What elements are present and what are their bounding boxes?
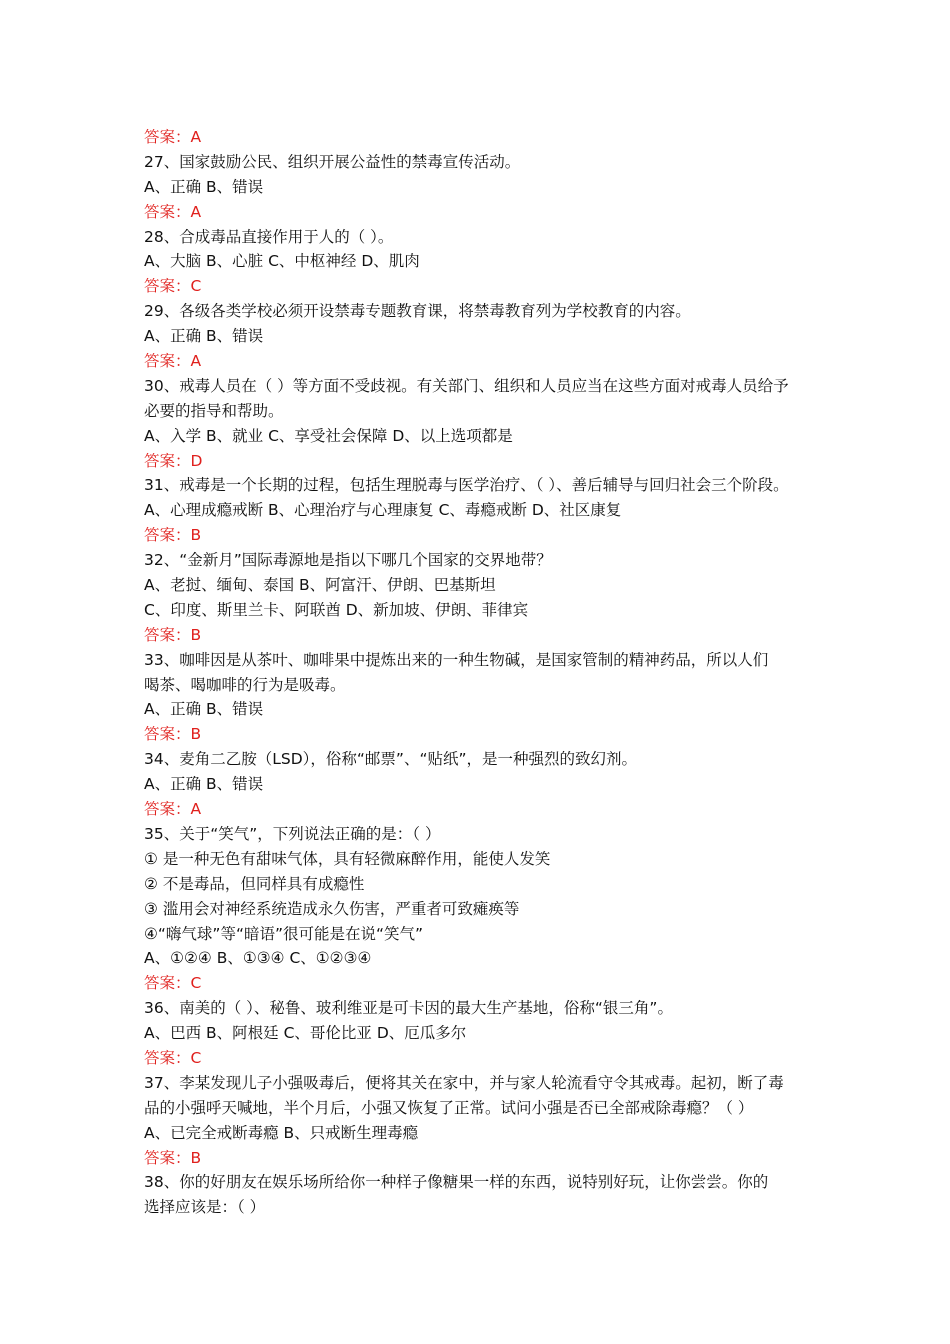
options-line: A、正确 B、错误 — [144, 700, 264, 719]
document-page — [144, 125, 824, 1220]
statement-line: ③ 滥用会对神经系统造成永久伤害，严重者可致瘫痪等 — [144, 899, 520, 918]
options-line: A、入学 B、就业 C、享受社会保障 D、以上选项都是 — [144, 426, 513, 445]
options-line: C、印度、斯里兰卡、阿联酋 D、新加坡、伊朗、菲律宾 — [144, 600, 529, 619]
answer-line: 答案：A — [144, 128, 202, 146]
answer-line: 答案：D — [144, 451, 203, 470]
answer-line: 答案：C — [144, 1048, 202, 1067]
options-line: A、心理成瘾戒断 B、心理治疗与心理康复 C、毒瘾戒断 D、社区康复 — [144, 501, 622, 520]
question-line: 必要的指导和帮助。 — [144, 401, 284, 420]
question-line: 喝茶、喝咖啡的行为是吸毒。 — [144, 675, 346, 694]
question-line: 31、戒毒是一个长期的过程，包括生理脱毒与医学治疗、（ ）、善后辅导与回归社会三个阶段。 — [144, 476, 789, 495]
options-line: A、①②④ B、①③④ C、①②③④ — [144, 949, 372, 968]
options-line: A、巴西 B、阿根廷 C、哥伦比亚 D、厄瓜多尔 — [144, 1024, 467, 1043]
options-line: A、老挝、缅甸、泰国 B、阿富汗、伊朗、巴基斯坦 — [144, 576, 496, 595]
question-line: 27、国家鼓励公民、组织开展公益性的禁毒宣传活动。 — [144, 152, 521, 171]
answer-line: 答案：A — [144, 800, 202, 819]
answer-line: 答案：A — [144, 202, 202, 221]
question-line: 37、李某发现儿子小强吸毒后，便将其关在家中，并与家人轮流看守令其戒毒。起初，断了毒 — [144, 1073, 784, 1092]
options-line: A、正确 B、错误 — [144, 177, 264, 196]
question-line: 品的小强呼天喊地，半个月后，小强又恢复了正常。试问小强是否已全部戒除毒瘾？（ ） — [144, 1098, 754, 1117]
question-line: 35、关于“笑气”，下列说法正确的是：（ ） — [144, 824, 441, 843]
answer-line: 答案：C — [144, 277, 202, 296]
question-line: 选择应该是：（ ） — [144, 1198, 266, 1217]
statement-line: ① 是一种无色有甜味气体，具有轻微麻醉作用，能使人发笑 — [144, 849, 551, 868]
statement-line: ④“嗨气球”等“暗语”很可能是在说“笑气” — [144, 924, 424, 943]
question-line: 36、南美的（ ）、秘鲁、玻利维亚是可卡因的最大生产基地，俗称“银三角”。 — [144, 999, 673, 1018]
options-line: A、正确 B、错误 — [144, 775, 264, 794]
question-line: 38、你的好朋友在娱乐场所给你一种样子像糖果一样的东西，说特别好玩，让你尝尝。你的 — [144, 1173, 769, 1192]
options-line: A、大脑 B、心脏 C、中枢神经 D、肌肉 — [144, 252, 420, 271]
question-line: 29、各级各类学校必须开设禁毒专题教育课，将禁毒教育列为学校教育的内容。 — [144, 302, 691, 321]
answer-line: 答案：A — [144, 352, 202, 371]
question-line: 33、咖啡因是从茶叶、咖啡果中提炼出来的一种生物碱，是国家管制的精神药品，所以人们 — [144, 650, 769, 669]
question-line: 34、麦角二乙胺（LSD），俗称“邮票”、“贴纸”，是一种强烈的致幻剂。 — [144, 750, 638, 769]
options-line: A、已完全戒断毒瘾 B、只戒断生理毒瘾 — [144, 1123, 419, 1142]
question-line: 32、“金新月”国际毒源地是指以下哪几个国家的交界地带？ — [144, 551, 552, 570]
answer-line: 答案：B — [144, 625, 202, 644]
statement-line: ② 不是毒品，但同样具有成瘾性 — [144, 874, 365, 893]
answer-line: 答案：B — [144, 1148, 202, 1167]
answer-line: 答案：C — [144, 974, 202, 993]
question-line: 28、合成毒品直接作用于人的（ ）。 — [144, 227, 394, 246]
answer-line: 答案：B — [144, 725, 202, 744]
answer-line: 答案：B — [144, 526, 202, 545]
options-line: A、正确 B、错误 — [144, 327, 264, 346]
question-line: 30、戒毒人员在（ ）等方面不受歧视。有关部门、组织和人员应当在这些方面对戒毒人员给予 — [144, 376, 789, 395]
